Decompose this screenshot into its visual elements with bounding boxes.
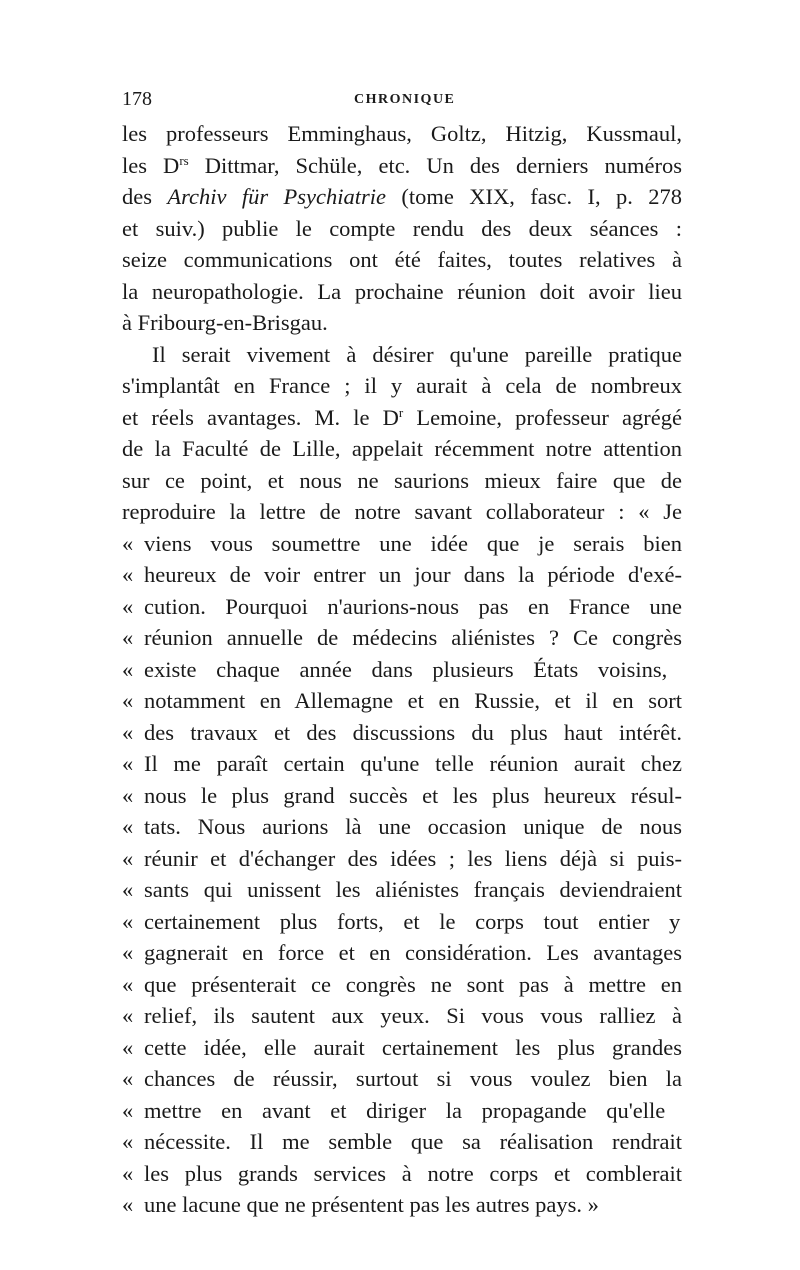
quote-line xyxy=(122,1158,682,1190)
text-line: s'implantât en France ; il y aurait à cela de nombreux xyxy=(122,373,682,398)
quote-line xyxy=(122,937,682,969)
guillemet: « xyxy=(122,625,134,650)
guillemet: « xyxy=(122,908,134,934)
quote-line-text: réunion annuelle de médecins aliénistes ? Ce congrès xyxy=(144,625,682,650)
running-head xyxy=(122,88,682,118)
quote-line xyxy=(122,843,682,875)
running-title: CHRONIQUE xyxy=(354,92,456,107)
quote-line xyxy=(122,685,682,717)
superscript: rs xyxy=(179,152,189,168)
quote-line xyxy=(122,654,682,686)
guillemet: « xyxy=(122,877,134,902)
guillemet: « xyxy=(122,971,134,997)
guillemet: « xyxy=(122,656,134,682)
quote-line-text: réunir et d'échanger des idées ; les liens déjà si puis- xyxy=(144,845,682,871)
text-line: la neuropathologie. La prochaine réunion doit avoir lieu xyxy=(122,278,682,304)
quote-line-text: sants qui unissent les aliénistes français deviendraient xyxy=(144,877,682,902)
journal-title: Archiv für Psychiatrie xyxy=(167,184,387,209)
quote-line xyxy=(122,559,682,591)
text-line: à Fribourg-en-Brisgau. xyxy=(122,310,328,335)
guillemet: « xyxy=(122,1003,134,1028)
guillemet: « xyxy=(122,1160,134,1186)
text-line: sur ce point, et nous ne saurions mieux faire que de xyxy=(122,467,682,493)
quote-line xyxy=(122,1032,682,1064)
quote-line-text: heureux de voir entrer un jour dans la période d'exé- xyxy=(144,562,682,587)
text-line: de la Faculté de Lille, appelait récemment notre attention xyxy=(122,436,682,461)
guillemet: « xyxy=(122,688,134,713)
quote-line-text: existe chaque année dans plusieurs États voisins, xyxy=(144,656,668,682)
text-line: et suiv.) publie le compte rendu des deux séances : xyxy=(122,215,682,241)
guillemet: « xyxy=(122,845,134,871)
guillemet: « xyxy=(122,751,134,776)
quote-line xyxy=(122,811,682,843)
superscript: r xyxy=(398,404,404,420)
quote-line-text: des travaux et des discussions du plus haut intérêt. xyxy=(144,719,682,745)
quote-line xyxy=(122,1000,682,1032)
quote-line-text: Il me paraît certain qu'une telle réunion aurait chez xyxy=(144,751,682,776)
guillemet: « xyxy=(122,1129,134,1154)
guillemet: « xyxy=(122,719,134,745)
guillemet: « xyxy=(122,593,134,619)
quote-line xyxy=(122,1063,682,1095)
text-line: Il serait vivement à désirer qu'une pareille pratique xyxy=(152,341,682,367)
quote-line-text: gagnerait en force et en considération. Les avantages xyxy=(144,940,682,965)
guillemet: « xyxy=(122,1034,134,1060)
quote-line xyxy=(122,874,682,906)
quote-line-text: une lacune que ne présentent pas les autres pays. » xyxy=(144,1192,599,1217)
quote-line-text: les plus grands services à notre corps et comblerait xyxy=(144,1160,682,1186)
quote-line xyxy=(122,717,682,749)
quote-line-text: nous le plus grand succès et les plus heureux résul- xyxy=(144,782,682,808)
quoted-letter xyxy=(122,528,682,1221)
quote-line-text: mettre en avant et diriger la propagande qu'elle xyxy=(144,1097,666,1123)
quote-line-text: relief, ils sautent aux yeux. Si vous vous ralliez à xyxy=(144,1003,682,1028)
text-line: seize communications ont été faites, toutes relatives à xyxy=(122,247,682,272)
quote-line xyxy=(122,1126,682,1158)
quote-line-text: notamment en Allemagne et en Russie, et il en sort xyxy=(144,688,682,713)
quote-line xyxy=(122,748,682,780)
quote-line xyxy=(122,1095,682,1127)
guillemet: « xyxy=(122,940,134,965)
page-number: 178 xyxy=(122,88,152,110)
text-block xyxy=(122,118,682,1221)
text-line: et réels avantages. M. le $D^r$ Lemoine, professeur agrégé xyxy=(122,404,682,430)
quote-line xyxy=(122,780,682,812)
quote-line-text: que présenterait ce congrès ne sont pas à mettre en xyxy=(144,971,682,997)
guillemet: « xyxy=(122,782,134,808)
guillemet: « xyxy=(122,1097,134,1123)
quote-line-text: viens vous soumettre une idée que je serais bien xyxy=(144,530,682,556)
quote-line xyxy=(122,906,682,938)
quote-line-text: tats. Nous aurions là une occasion unique de nous xyxy=(144,814,682,839)
guillemet: « xyxy=(122,814,134,839)
text-line: les $D^{rs}$ Dittmar, Schüle, etc. Un des derniers numéros xyxy=(122,152,682,178)
quote-line xyxy=(122,1189,682,1221)
page xyxy=(122,88,682,1221)
quote-line-text: cette idée, elle aurait certainement les plus grandes xyxy=(144,1034,682,1060)
quote-line xyxy=(122,622,682,654)
text-line: des Archiv für Psychiatrie (tome XIX, fasc. I, p. 278 xyxy=(122,184,682,209)
quote-line xyxy=(122,591,682,623)
quote-line-text: certainement plus forts, et le corps tout entier y xyxy=(144,908,681,934)
quote-line xyxy=(122,969,682,1001)
text-line: reproduire la lettre de notre savant collaborateur : « Je xyxy=(122,499,682,524)
guillemet: « xyxy=(122,530,134,556)
quote-line-text: cution. Pourquoi n'aurions-nous pas en France une xyxy=(144,593,682,619)
guillemet: « xyxy=(122,1192,134,1217)
quote-line xyxy=(122,528,682,560)
text-line: les professeurs Emminghaus, Goltz, Hitzig, Kussmaul, xyxy=(122,121,682,146)
guillemet: « xyxy=(122,1066,134,1091)
quote-line-text: chances de réussir, surtout si vous voulez bien la xyxy=(144,1066,682,1091)
quote-line-text: nécessite. Il me semble que sa réalisation rendrait xyxy=(144,1129,682,1154)
guillemet: « xyxy=(122,562,134,587)
